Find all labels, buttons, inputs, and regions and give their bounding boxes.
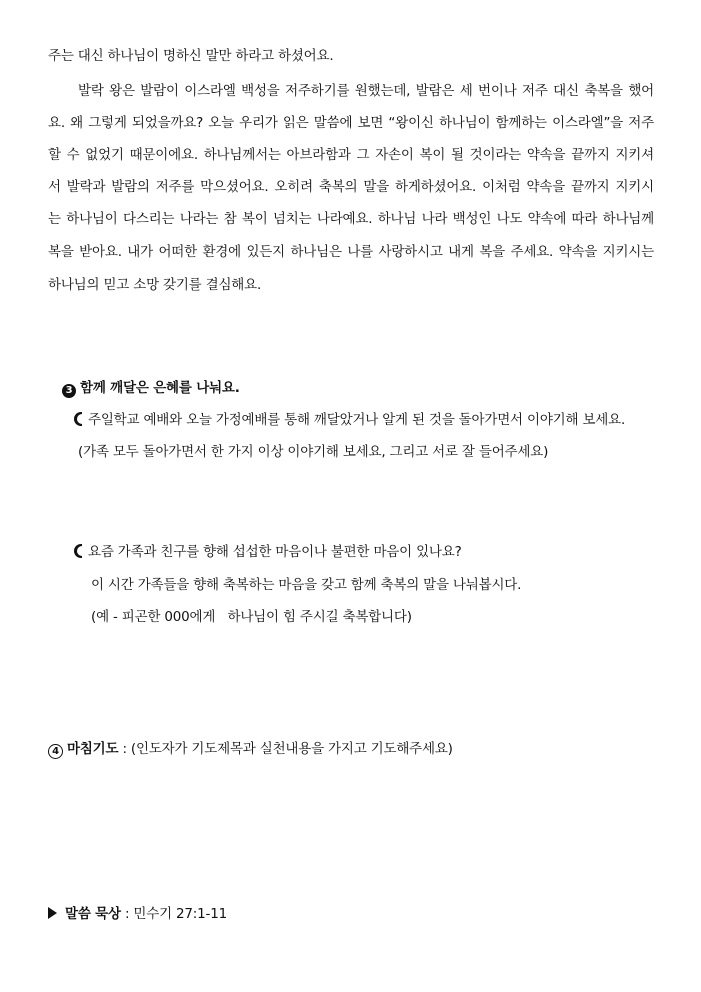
item-2-line-3: (예 - 피곤한 000에게 하나님이 힘 주시길 축복합니다) <box>91 609 412 625</box>
section-4-heading <box>48 740 453 759</box>
section-4-number-icon: 4 <box>48 744 63 759</box>
section-3-heading <box>62 379 240 398</box>
section-4-desc: (인도자가 기도제목과 실천내용을 가지고 기도해주세요) <box>130 741 453 757</box>
half-circle-bullet-icon <box>74 412 82 426</box>
paragraph-line-4: 할 수 없었기 때문이에요. 하나님께서는 아브라함과 그 자손이 복이 될 것이라는 약속을 끝까지 지키셔 <box>48 147 654 163</box>
paragraph-line-5: 서 발락과 발람의 저주를 막으셨어요. 오히려 축복의 말을 하게하셨어요. 이처럼 약속을 끝까지 지키시 <box>48 179 654 195</box>
paragraph-line-3: 요. 왜 그렇게 되었을까요? 오늘 우리가 읽은 말씀에 보면 “왕이신 하나님이 함께하는 이스라엘”을 저주 <box>48 115 654 131</box>
item-2-text: 요즘 가족과 친구를 향해 섭섭한 마음이나 불편한 마음이 있나요? <box>88 544 462 560</box>
section-3-item-2 <box>74 543 462 561</box>
meditation-title: 말씀 묵상 <box>65 906 121 922</box>
item-2-line-2: 이 시간 가족들을 향해 축복하는 마음을 갖고 함께 축복의 말을 나눠봅시다. <box>91 577 522 593</box>
item-1-text: 주일학교 예배와 오늘 가정예배를 통해 깨달았거나 알게 된 것을 돌아가면서 이야기해 보세요. <box>88 412 626 428</box>
section-4-separator: : <box>118 741 131 757</box>
play-triangle-icon <box>48 907 57 919</box>
paragraph-line-2: 발락 왕은 발람이 이스라엘 백성을 저주하기를 원했는데, 발람은 세 번이나 저주 대신 축복을 했어 <box>78 83 654 99</box>
half-circle-bullet-icon <box>74 544 82 558</box>
paragraph-line-1: 주는 대신 하나님이 명하신 말만 하라고 하셨어요. <box>48 48 334 64</box>
meditation-line <box>48 905 227 923</box>
meditation-reference: 민수기 27:1-11 <box>133 906 227 922</box>
paragraph-line-7: 복을 받아요. 내가 어떠한 환경에 있든지 하나님은 나를 사랑하시고 내게 복을 주세요. 약속을 지키시는 <box>48 244 654 260</box>
section-3-title: 함께 깨달은 은혜를 나눠요. <box>80 380 240 396</box>
paragraph-line-8: 하나님의 믿고 소망 갖기를 결심해요. <box>48 277 262 293</box>
meditation-separator: : <box>120 906 134 922</box>
section-3-item-1 <box>74 411 625 429</box>
item-1-note: (가족 모두 돌아가면서 한 가지 이상 이야기해 보세요, 그리고 서로 잘 들어주세요) <box>78 444 549 460</box>
section-4-title: 마침기도 <box>67 741 119 757</box>
paragraph-line-6: 는 하나님이 다스리는 나라는 참 복이 넘치는 나라예요. 하나님 나라 백성인 나도 약속에 따라 하나님께 <box>48 211 654 227</box>
section-3-number-icon: 3 <box>62 384 76 398</box>
